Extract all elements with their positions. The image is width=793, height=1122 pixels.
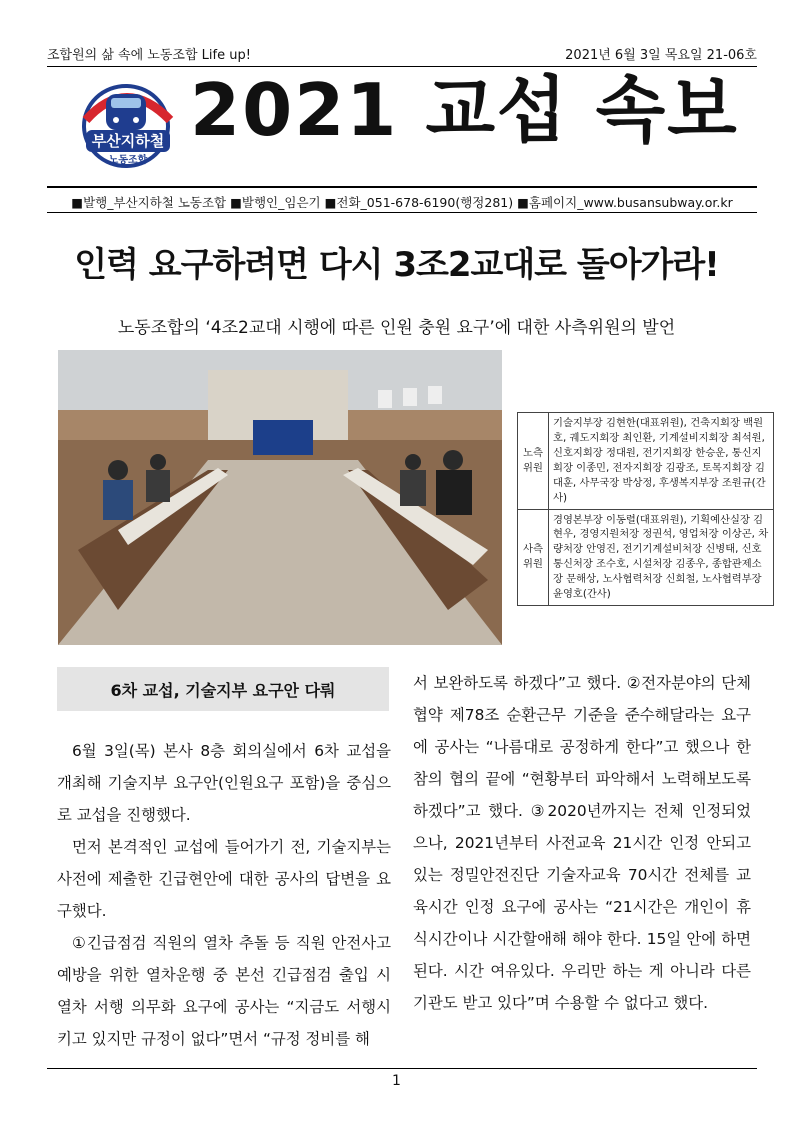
divider	[47, 212, 757, 213]
management-members: 경영본부장 이동렬(대표위원), 기획예산실장 김현우, 경영지원처장 정권석, 영업처장 이상곤, 차량처장 안영진, 전기기계설비처장 신병태, 신호통신처장 조수호, 시설처장 김종우, 종합관제소장 문해상, 노사협력처장 신희철, 노사협력부장 윤영호(간사)	[549, 509, 774, 606]
paragraph: ①긴급점검 직원의 열차 추돌 등 직원 안전사고 예방을 위한 열차운행 중 본선 긴급점검 출입 시 열차 서행 의무화 요구에 공사는 “지금도 서행시키고 있지만 규정이 없다”면서 “규정 정비를 해	[57, 934, 391, 1048]
top-line	[47, 44, 757, 63]
divider	[47, 66, 757, 67]
paragraph: 서 보완하도록 하겠다”고 했다. ②전자분야의 단체협약 제78조 순환근무 기준을 준수해달라는 요구에 공사는 “나름대로 공정하게 한다”고 했으나 한참의 협의 끝에 “현황부터 파악해서 노력해보도록 하겠다”고 했다. ③2020년까지는 전체 인정되었으나, 2021년부터 사전교육 21시간 인정 안되고 있는 정밀안전진단 기술자교육 70시간 전체를 교육시간 인정 요구에 공사는 “21시간은 개인이 휴식시간이나 시간할애해 해야 한다. 15일 안에 하면 된다. 시간 여유있다. 우리만 하는 게 아니라 다른 기관도 받고 있다”며 수용할 수 없다고 했다.	[413, 674, 751, 1012]
publisher-info: ■발행_부산지하철 노동조합 ■발행인_임은기 ■전화_051-678-6190(행정281) ■홈페이지_www.busansubway.or.kr	[71, 195, 733, 210]
subheadline: 노동조합의 ‘4조2교대 시행에 따른 인원 충원 요구’에 대한 사측위원의 발언	[117, 318, 676, 338]
article-left-column	[57, 735, 391, 1055]
svg-text:노동조합: 노동조합	[108, 155, 148, 166]
labor-row	[518, 413, 774, 510]
slogan: 조합원의 삶 속에 노동조합 Life up!	[47, 48, 251, 63]
divider	[47, 186, 757, 188]
labor-members: 기술지부장 김현한(대표위원), 건축지회장 백원호, 궤도지회장 최인환, 기계설비지회장 최석원, 신호지회장 정대원, 전기지회장 한승운, 통신지회장 이종민, 전자지회장 김광조, 토목지회장 김대훈, 사무국장 박상정, 후생복지부장 조원규(간사)	[549, 413, 774, 510]
issue-date: 2021년 6월 3일 목요일 21-06호	[565, 48, 757, 63]
svg-text:부산지하철: 부산지하철	[91, 132, 165, 150]
meeting-photo	[58, 350, 502, 645]
union-logo	[78, 80, 178, 170]
paragraph: 먼저 본격적인 교섭에 들어가기 전, 기술지부는 사전에 제출한 긴급현안에 대한 공사의 답변을 요구했다.	[57, 838, 391, 920]
paragraph: 6월 3일(목) 본사 8층 회의실에서 6차 교섭을 개최해 기술지부 요구안(인원요구 포함)을 중심으로 교섭을 진행했다.	[57, 742, 391, 824]
participants-table	[517, 412, 774, 606]
management-label: 사측 위원	[518, 509, 549, 606]
management-row	[518, 509, 774, 606]
article-right-column	[413, 667, 751, 1019]
headline: 인력 요구하려면 다시 3조2교대로 돌아가라!	[74, 245, 719, 285]
labor-label: 노측 위원	[518, 413, 549, 510]
masthead-title: 2021 교섭 속보	[190, 68, 739, 152]
section-title: 6차 교섭, 기술지부 요구안 다뤄	[57, 667, 389, 711]
page-number: 1	[392, 1073, 401, 1089]
divider	[47, 1068, 757, 1069]
